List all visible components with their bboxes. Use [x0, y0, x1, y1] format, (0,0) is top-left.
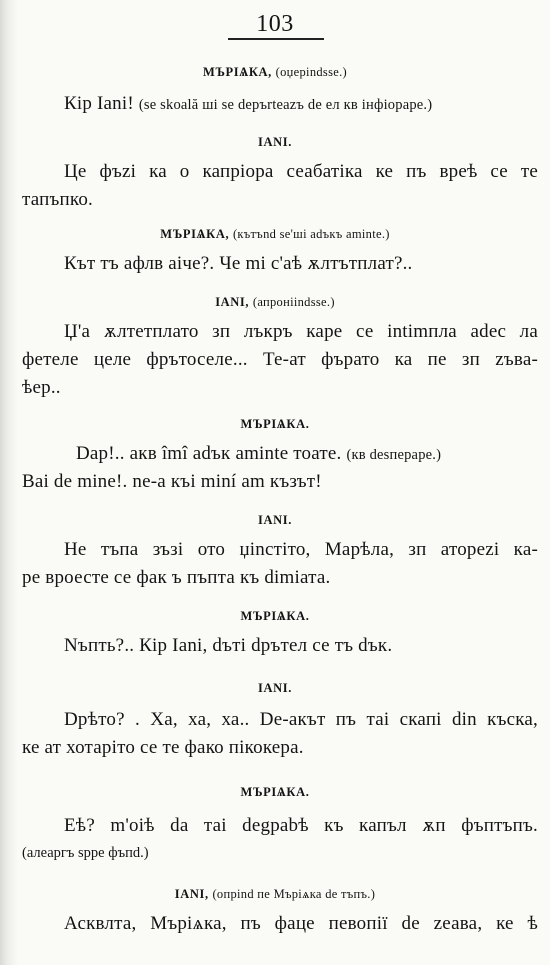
dialogue-line: Ваі de mine!. ne-а къі miní am къзът!	[22, 471, 322, 492]
speaker-heading	[0, 64, 550, 80]
speaker-name: МЪРІѦКА.	[240, 417, 310, 431]
speaker-heading	[0, 608, 550, 624]
stage-direction: (кътъnd se'ші adъкъ aminte.)	[232, 227, 390, 241]
dialogue-line: Nъпть?.. Кір Іаnі, dъті dрътел се тъ dък.	[64, 635, 393, 656]
dialogue-line: Џ'а ѫлтетплато зп лъкръ каре се іntimпла adec ла	[64, 321, 538, 342]
page-number: 103	[256, 11, 294, 37]
stage-direction: (апроніindsse.)	[252, 295, 335, 309]
dialogue-line: Dрѣто? . Ха, ха, ха.. De-акът пъ таі скапі din къска,	[64, 709, 538, 730]
speaker-heading	[0, 886, 550, 902]
dialogue-line: тапъпко.	[22, 189, 93, 210]
stage-direction: (опріnd пе Мъріѧка de тъпъ.)	[212, 887, 376, 901]
speaker-name: ІАNІ.	[258, 135, 292, 149]
dialogue-line: Не тъпа зъзі ото џіnстіто, Марѣла, зп аторezі ка-	[64, 539, 538, 560]
speaker-name: МЪРІѦКА.	[240, 785, 310, 799]
dialogue-line: Кът тъ афлв аіче?. Че mi с'аѣ ѫлтътплат?..	[64, 253, 413, 274]
dialogue-line	[64, 92, 432, 117]
dialogue-text: Кір Іаnі!	[64, 93, 134, 114]
dialogue-line: ре вроесте се фак ъ пъпта къ dimіата.	[22, 567, 331, 588]
speaker-heading	[0, 416, 550, 432]
speaker-name: ІАNІ,	[215, 295, 250, 309]
dialogue-line: Асквлта, Мъріѧка, пъ фаце певопії de zеава, ке ѣ	[64, 913, 538, 934]
dialogue-line: Еѣ? m'оiѣ da таі degpаbѣ къ капъл ѫп фъптъпъ.	[64, 815, 538, 836]
dialogue-line: ке ат хотаріто се те фако пікокера.	[22, 737, 304, 758]
speaker-name: ІАNІ.	[258, 681, 292, 695]
stage-direction: (оџерindsse.)	[275, 65, 347, 79]
speaker-name: МЪРІѦКА.	[240, 609, 310, 623]
dialogue-line: ѣер..	[22, 377, 61, 398]
speaker-heading	[0, 226, 550, 242]
page-number-rule	[228, 38, 324, 40]
dialogue-line	[76, 442, 441, 467]
dialogue-line: Це фъzi ка о капріора сеабатіка ке пъ вреѣ се те	[64, 161, 538, 182]
speaker-heading	[0, 512, 550, 528]
stage-direction-inline: (кв desпераре.)	[346, 447, 442, 463]
speaker-heading	[0, 784, 550, 800]
dialogue-text: Dap!.. акв îmî adък aminte тоате.	[76, 443, 342, 464]
stage-direction-line: (алеаргъ spре фъпd.)	[22, 845, 149, 861]
dialogue-line: фетеле целе фрътоселе... Те-ат фърато ка пе зп zъва-	[22, 349, 538, 370]
speaker-heading	[0, 134, 550, 150]
speaker-name: МЪРІѦКА,	[160, 227, 230, 241]
speaker-name: ІАNІ,	[174, 887, 209, 901]
speaker-heading	[0, 680, 550, 696]
speaker-name: МЪРІѦКА,	[203, 65, 272, 79]
stage-direction-inline: (se skoală ші se depъrteazъ de ел кв інфіораре.)	[138, 97, 433, 113]
speaker-name: ІАNІ.	[258, 513, 292, 527]
speaker-heading	[0, 294, 550, 310]
